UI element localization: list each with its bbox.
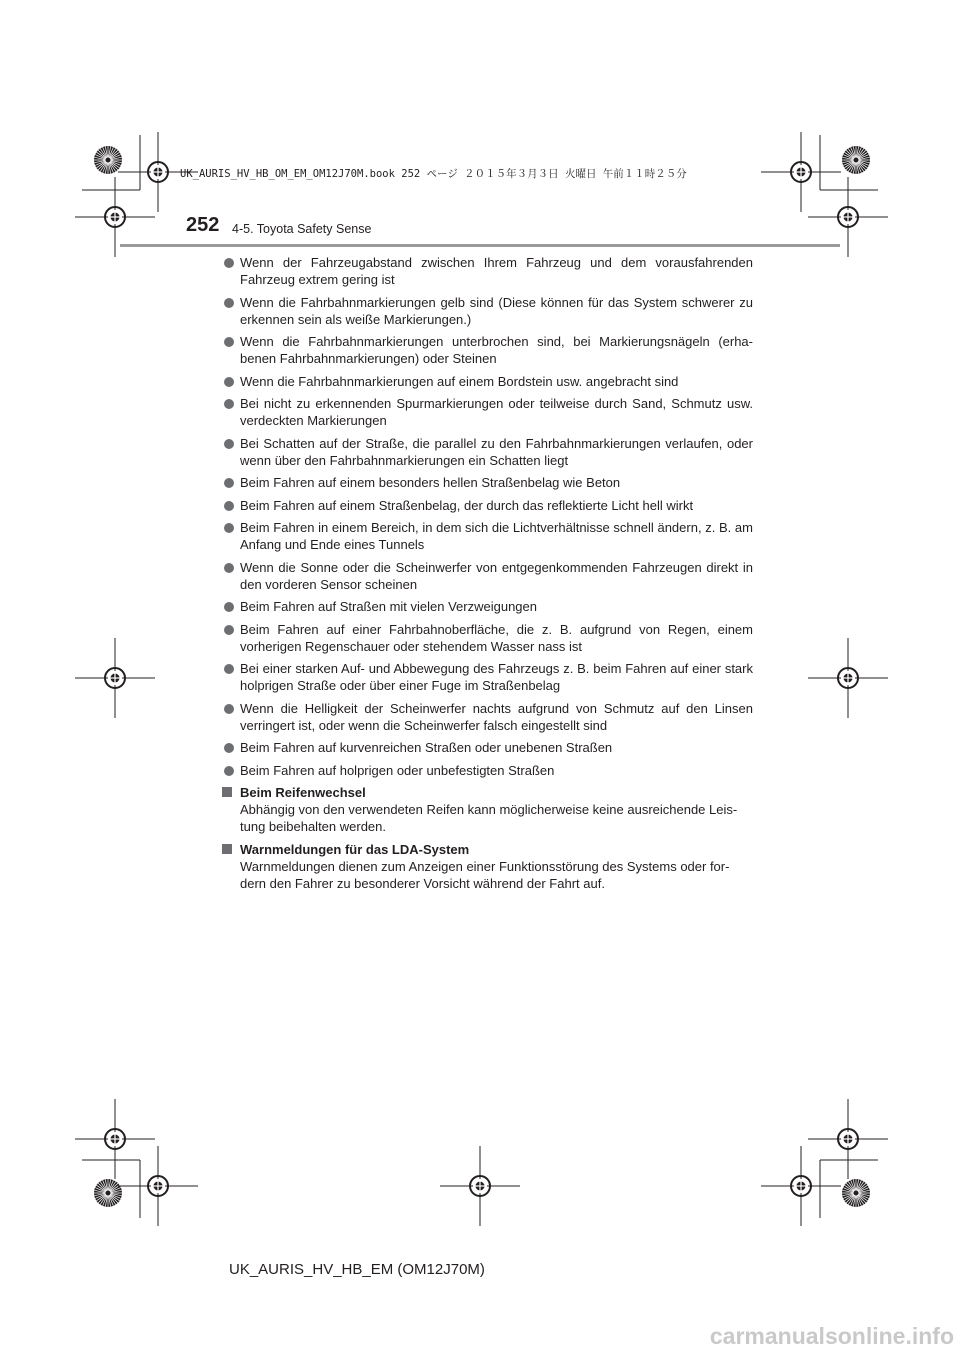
bullet-text: Wenn die Helligkeit der Scheinwerfer nachts aufgrund von Schmutz auf den Linsen verringert ist, oder wenn die Scheinwerfer falsch eingestellt sind: [240, 700, 753, 733]
bullet-text: Wenn der Fahrzeugabstand zwischen Ihrem Fahrzeug und dem vorausfahrenden Fahrzeug extrem gering ist: [240, 255, 753, 287]
bullet-text: Bei Schatten auf der Straße, die parallel zu den Fahrbahnmarkierungen verlaufen, oder wenn über den Fahrbahnmarkierungen ein Schatten liegt: [240, 435, 753, 468]
square-bullet-icon: [222, 844, 232, 854]
bullet-text: Wenn die Fahrbahnmarkierungen unterbrochen sind, bei Markierungsnägeln (erha-benen Fahrbahnmarkierungen) oder Steinen: [240, 334, 753, 366]
bullet-dot-icon: [224, 766, 234, 776]
bullet-text: Wenn die Sonne oder die Scheinwerfer von entgegenkommenden Fahrzeugen direkt in den vorderen Sensor scheinen: [240, 559, 753, 592]
bullet-item: [221, 762, 753, 779]
bullet-dot-icon: [224, 602, 234, 612]
bullet-text: Beim Fahren auf einem Straßenbelag, der durch das reflektierte Licht hell wirkt: [240, 497, 694, 513]
bullet-item: [221, 739, 753, 756]
main-content: [221, 254, 753, 897]
bullet-dot-icon: [224, 439, 234, 449]
bullet-text: Wenn die Fahrbahnmarkierungen gelb sind (Diese können für das System schwerer zu erkennen sein als weiße Markierungen.): [240, 294, 753, 327]
bullet-dot-icon: [224, 563, 234, 573]
square-bullet-icon: [222, 787, 232, 797]
bullet-item: [221, 660, 753, 694]
bullet-item: [221, 373, 753, 390]
bullet-text: Beim Fahren auf holprigen oder unbefestigten Straßen: [240, 762, 555, 778]
print-stamp: UK_AURIS_HV_HB_OM_EM_OM12J70M.book 252 ページ ２０１５年３月３日 火曜日 午前１１時２５分: [180, 168, 687, 180]
section-lda-warnings: [221, 841, 753, 892]
bullet-dot-icon: [224, 478, 234, 488]
bullet-dot-icon: [224, 743, 234, 753]
bullet-text: Bei nicht zu erkennenden Spurmarkierungen oder teilweise durch Sand, Schmutz usw. verdeckten Markierungen: [240, 396, 753, 428]
bullet-item: [221, 474, 753, 491]
bullet-text: Beim Fahren auf Straßen mit vielen Verzweigungen: [240, 599, 537, 614]
footer-code: UK_AURIS_HV_HB_EM (OM12J70M): [229, 1261, 485, 1278]
bullet-text: Beim Fahren auf einem besonders hellen Straßenbelag wie Beton: [240, 475, 621, 490]
bullet-item: [221, 497, 753, 514]
bullet-dot-icon: [224, 399, 234, 409]
bullet-dot-icon: [224, 523, 234, 533]
section-tire-change: [221, 784, 753, 835]
section-title: 4-5. Toyota Safety Sense: [232, 222, 372, 236]
bullet-text: Wenn die Fahrbahnmarkierungen auf einem Bordstein usw. angebracht sind: [240, 373, 679, 389]
section-heading: Beim Reifenwechsel: [240, 785, 366, 800]
bullet-item: [221, 598, 753, 615]
bullet-item: [221, 294, 753, 328]
bullet-dot-icon: [224, 298, 234, 308]
bullet-dot-icon: [224, 377, 234, 387]
bullet-item: [221, 519, 753, 553]
bullet-item: [221, 254, 753, 288]
section-body: Warnmeldungen dienen zum Anzeigen einer Funktionsstörung des Systems oder for-dern den Fahrer zu besonderer Vorsicht während der Fahrt auf.: [240, 858, 730, 891]
bullet-text: Beim Fahren in einem Bereich, in dem sich die Lichtverhältnisse schnell ändern, z. B. am Anfang und Ende eines Tunnels: [240, 520, 753, 552]
page-number: 252: [186, 214, 220, 236]
bullet-dot-icon: [224, 664, 234, 674]
header-divider: [120, 244, 840, 247]
bullet-dot-icon: [224, 258, 234, 268]
bullet-item: [221, 700, 753, 734]
bullet-dot-icon: [224, 337, 234, 347]
section-heading: Warnmeldungen für das LDA-System: [240, 841, 470, 857]
bullet-item: [221, 621, 753, 655]
bullet-text: Beim Fahren auf kurvenreichen Straßen oder unebenen Straßen: [240, 740, 613, 755]
bullet-dot-icon: [224, 704, 234, 714]
section-body: Abhängig von den verwendeten Reifen kann möglicherweise keine ausreichende Leis-tung beibehalten werden.: [240, 802, 738, 834]
bullet-dot-icon: [224, 501, 234, 511]
bullet-item: [221, 333, 753, 367]
bullet-item: [221, 395, 753, 429]
bullet-item: [221, 435, 753, 469]
watermark: carmanualsonline.info: [709, 1323, 954, 1349]
bullet-item: [221, 559, 753, 593]
bullet-text: Beim Fahren auf einer Fahrbahnoberfläche, die z. B. aufgrund von Regen, einem vorherigen Regenschauer oder stehendem Wasser nass ist: [240, 621, 753, 654]
bullet-dot-icon: [224, 625, 234, 635]
bullet-text: Bei einer starken Auf- und Abbewegung des Fahrzeugs z. B. beim Fahren auf einer stark holprigen Straße oder über einer Fuge im Straßenbelag: [240, 661, 753, 693]
